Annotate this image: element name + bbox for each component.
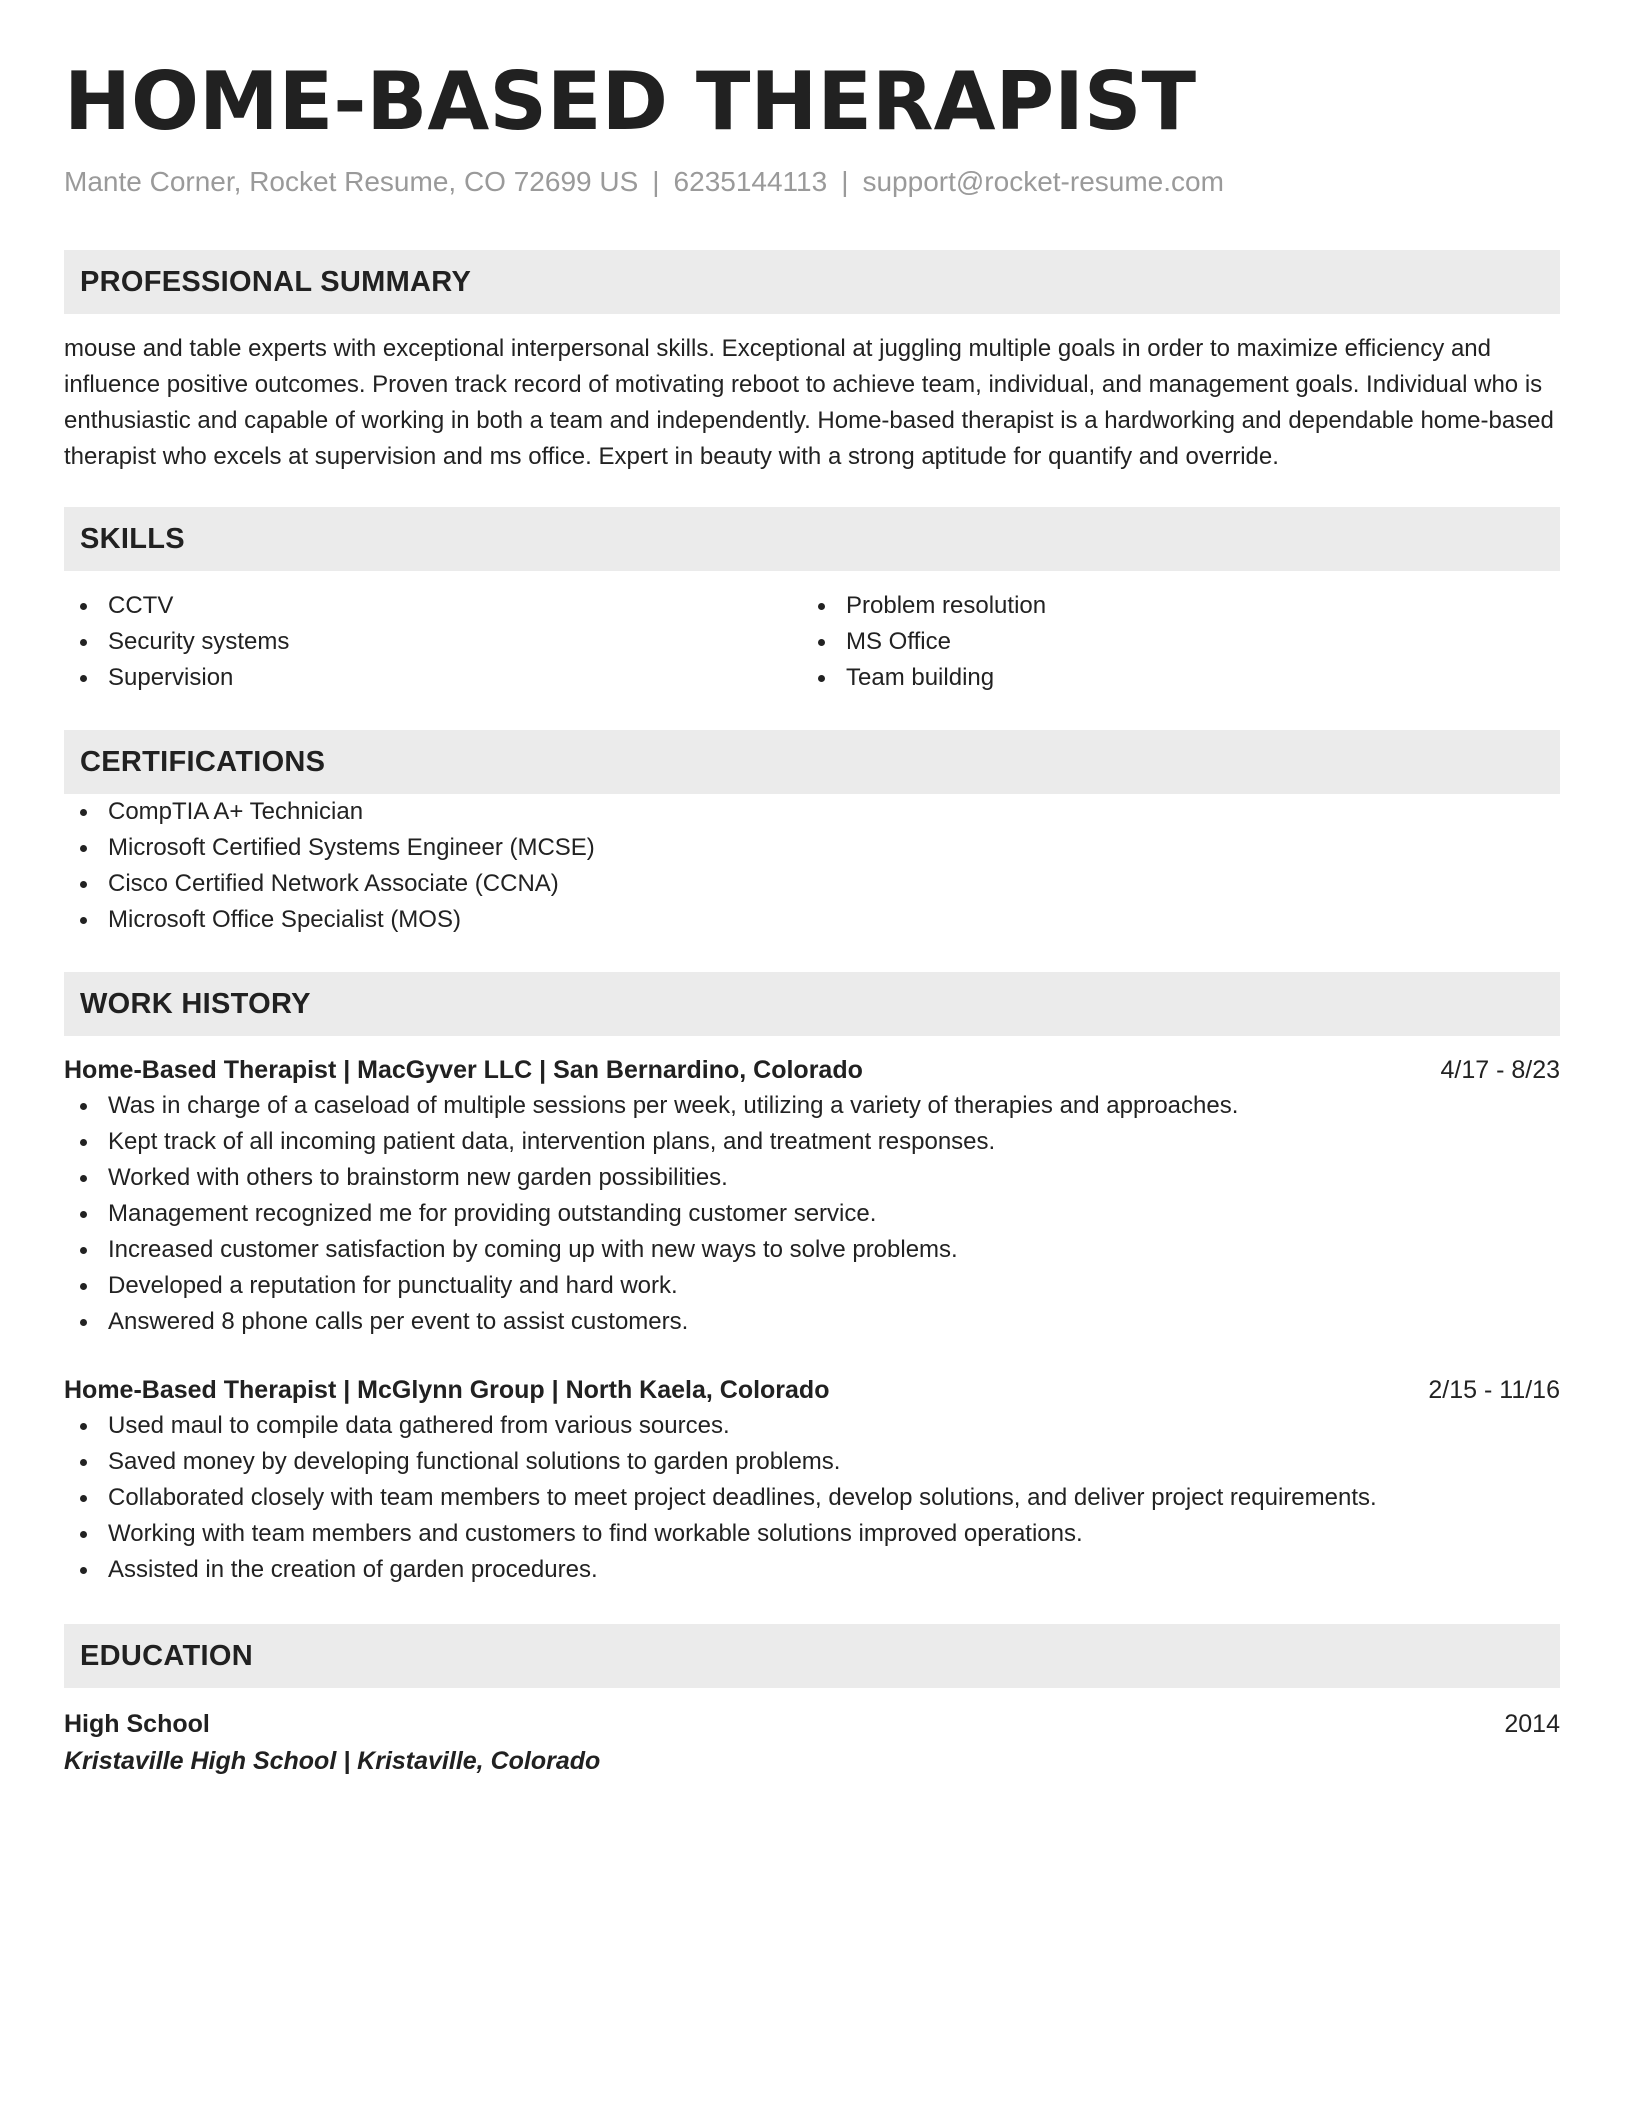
job-bullet-list xyxy=(64,1088,1560,1340)
certification-item: Microsoft Certified Systems Engineer (MCSE) xyxy=(64,830,1560,866)
skills-columns xyxy=(64,588,1560,696)
job-entry xyxy=(64,1372,1560,1588)
skill-item: CCTV xyxy=(64,588,802,624)
skill-item: Problem resolution xyxy=(802,588,1540,624)
job-title: Home-Based Therapist | MacGyver LLC | San Bernardino, Colorado xyxy=(64,1056,863,1084)
section-heading-certifications: CERTIFICATIONS xyxy=(64,730,1560,794)
job-entry xyxy=(64,1052,1560,1340)
job-bullet: Worked with others to brainstorm new garden possibilities. xyxy=(64,1160,1560,1196)
job-bullet: Answered 8 phone calls per event to assist customers. xyxy=(64,1304,1560,1340)
job-bullet: Developed a reputation for punctuality and hard work. xyxy=(64,1268,1560,1304)
certification-item: Cisco Certified Network Associate (CCNA) xyxy=(64,866,1560,902)
skills-list-left xyxy=(64,588,802,696)
certification-item: Microsoft Office Specialist (MOS) xyxy=(64,902,1560,938)
job-title: Home-Based Therapist | McGlynn Group | North Kaela, Colorado xyxy=(64,1376,830,1404)
job-header xyxy=(64,1372,1560,1408)
contact-email: support@rocket-resume.com xyxy=(862,166,1224,197)
contact-separator: | xyxy=(652,166,660,197)
education-header xyxy=(64,1706,1560,1742)
job-bullet: Saved money by developing functional solutions to garden problems. xyxy=(64,1444,1560,1480)
skill-item: Supervision xyxy=(64,660,802,696)
summary-text: mouse and table experts with exceptional interpersonal skills. Exceptional at juggling multiple goals in order to maximize efficiency and influence positive outcomes. Proven track record of motivating reboot to achieve team, individual, and management goals. Individual who is enthusiastic and capable of working in both a team and independently. Home-based therapist is a hardworking and dependable home-based therapist who excels at supervision and ms office. Expert in beauty with a strong aptitude for quantify and override. xyxy=(64,335,1554,470)
contact-phone: 6235144113 xyxy=(673,166,828,197)
section-heading-work-history: WORK HISTORY xyxy=(64,972,1560,1036)
section-heading-summary: PROFESSIONAL SUMMARY xyxy=(64,250,1560,314)
section-heading-skills: SKILLS xyxy=(64,507,1560,571)
skill-item: MS Office xyxy=(802,624,1540,660)
job-bullet: Increased customer satisfaction by coming up with new ways to solve problems. xyxy=(64,1232,1560,1268)
contact-separator: | xyxy=(841,166,849,197)
skill-item: Team building xyxy=(802,660,1540,696)
section-heading-education: EDUCATION xyxy=(64,1624,1560,1688)
job-header xyxy=(64,1052,1560,1088)
skills-list-right xyxy=(802,588,1540,696)
contact-line xyxy=(64,164,1560,200)
job-bullet: Was in charge of a caseload of multiple sessions per week, utilizing a variety of therapies and approaches. xyxy=(64,1088,1560,1124)
certification-item: CompTIA A+ Technician xyxy=(64,794,1560,830)
job-dates: 4/17 - 8/23 xyxy=(1440,1056,1560,1084)
job-bullet: Collaborated closely with team members to meet project deadlines, develop solutions, and deliver project requirements. xyxy=(64,1480,1560,1516)
job-bullet: Kept track of all incoming patient data, intervention plans, and treatment responses. xyxy=(64,1124,1560,1160)
contact-address: Mante Corner, Rocket Resume, CO 72699 US xyxy=(64,166,639,197)
education-school: Kristaville High School | Kristaville, Colorado xyxy=(64,1747,601,1775)
job-bullet: Management recognized me for providing outstanding customer service. xyxy=(64,1196,1560,1232)
resume-page xyxy=(64,52,1560,1780)
job-bullet: Working with team members and customers to find workable solutions improved operations. xyxy=(64,1516,1560,1552)
education-year: 2014 xyxy=(1504,1710,1560,1738)
job-dates: 2/15 - 11/16 xyxy=(1428,1376,1560,1404)
job-bullet-list xyxy=(64,1408,1560,1588)
education-degree: High School xyxy=(64,1710,210,1738)
resume-name: HOME-BASED THERAPIST xyxy=(64,55,1197,148)
certifications-list xyxy=(64,794,1560,938)
job-bullet: Assisted in the creation of garden procedures. xyxy=(64,1552,1560,1588)
job-bullet: Used maul to compile data gathered from various sources. xyxy=(64,1408,1560,1444)
skill-item: Security systems xyxy=(64,624,802,660)
